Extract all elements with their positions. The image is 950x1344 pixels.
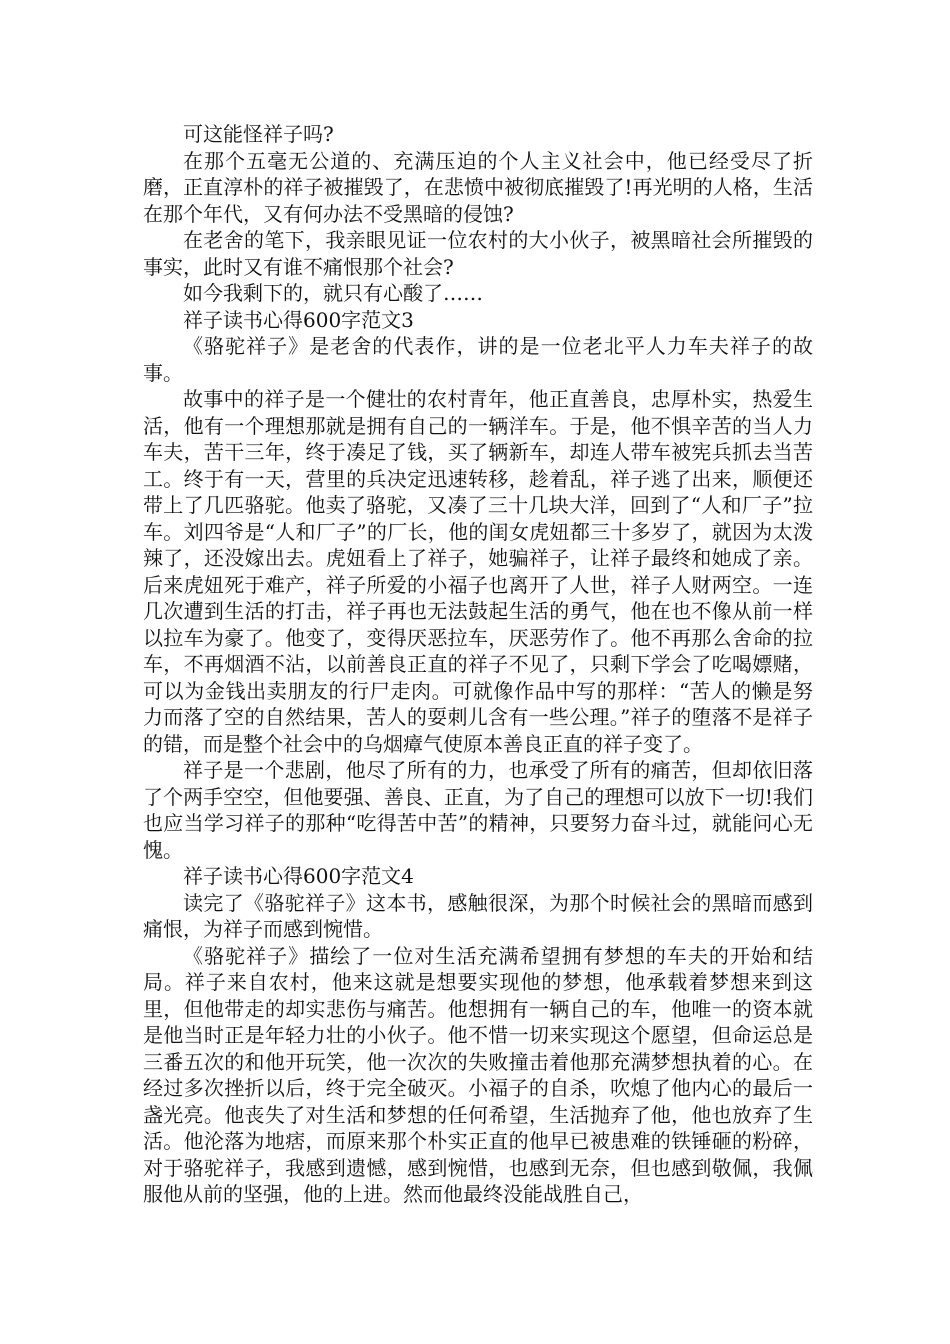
section-heading-4: 祥子读书心得600字范文4: [183, 864, 414, 888]
paragraph-9: 《骆驼祥子》描绘了一位对生活充满希望拥有梦想的车夫的开始和结局。祥子来自农村，他来这就是想要实现他的梦想，他承载着梦想来到这里，但他带走的却实悲伤与痛苦。他想拥有一辆自己的车，他唯一的资本就是他当时正是年轻力壮的小伙子。他不惜一切来实现这个愿望，但命运总是三番五次的和他开玩笑，他一次次的失败撞击着他那充满梦想执着的心。在经过多次挫折以后，终于完全破灭。小福子的自杀，吹熄了他内心的最后一盏光亮。他丧失了对生活和梦想的任何希望，生活抛弃了他，他也放弃了生活。他沦落为地痞，而原来那个朴实正直的他早已被患难的铁锤砸的粉碎，对于骆驼祥子，我感到遗憾，感到惋惜，也感到无奈，但也感到敬佩，我佩服他从前的坚强，他的上进。然而他最终没能战胜自己，: [143, 943, 813, 1206]
paragraph-3: 在老舍的笔下，我亲眼见证一位农村的大小伙子，被黑暗社会所摧毁的事实，此时又有谁不痛恨那个社会?: [143, 228, 813, 279]
section-heading-3: 祥子读书心得600字范文3: [183, 307, 414, 332]
paragraph-8: 读完了《骆驼祥子》这本书，感触很深，为那个时候社会的黑暗而感到痛恨，为祥子而感到惋惜。: [143, 890, 813, 941]
paragraph-7: 祥子是一个悲剧，他尽了所有的力，也承受了所有的痛苦，但却依旧落了个两手空空，但他要强、善良、正直，为了自己的理想可以放下一切!我们也应当学习祥子的那种“吃得苦中苦”的精神，只要努力奋斗过，就能问心无愧。: [143, 758, 813, 862]
paragraph-1: 可这能怪祥子吗?: [183, 122, 334, 146]
paragraph-4: 如今我剩下的，就只有心酸了……: [183, 281, 483, 305]
paragraph-6: 故事中的祥子是一个健壮的农村青年，他正直善良，忠厚朴实，热爱生活，他有一个理想那就是拥有自己的一辆洋车。于是，他不惧辛苦的当人力车夫，苦干三年，终于凑足了钱，买了辆新车，却连人带车被宪兵抓去当苦工。终于有一天，营里的兵决定迅速转移，趁着乱，祥子逃了出来，顺便还带上了几匹骆驼。他卖了骆驼，又凑了三十几块大洋，回到了“人和厂子”拉车。刘四爷是“人和厂子”的厂长，他的闺女虎妞都三十多岁了，就因为太泼辣了，还没嫁出去。虎妞看上了祥子，她骗祥子，让祥子最终和她成了亲。后来虎妞死于难产，祥子所爱的小福子也离开了人世，祥子人财两空。一连几次遭到生活的打击，祥子再也无法鼓起生活的勇气，他在也不像从前一样以拉车为豪了。他变了，变得厌恶拉车，厌恶劳作了。他不再那么舍命的拉车，不再烟酒不沾，以前善良正直的祥子不见了，只剩下学会了吃喝嫖赌，可以为金钱出卖朋友的行尸走肉。可就像作品中写的那样：“苦人的懒是努力而落了空的自然结果，苦人的耍刺儿含有一些公理。”祥子的堕落不是祥子的错，而是整个社会中的乌烟瘴气使原本善良正直的祥子变了。: [143, 387, 813, 756]
paragraph-2: 在那个五毫无公道的、充满压迫的个人主义社会中，他已经受尽了折磨，正直淳朴的祥子被摧毁了，在悲愤中被彻底摧毁了!再光明的人格，生活在那个年代，又有何办法不受黑暗的侵蚀?: [143, 148, 813, 226]
document-page: [143, 121, 813, 1208]
paragraph-5: 《骆驼祥子》是老舍的代表作，讲的是一位老北平人力车夫祥子的故事。: [143, 334, 813, 385]
